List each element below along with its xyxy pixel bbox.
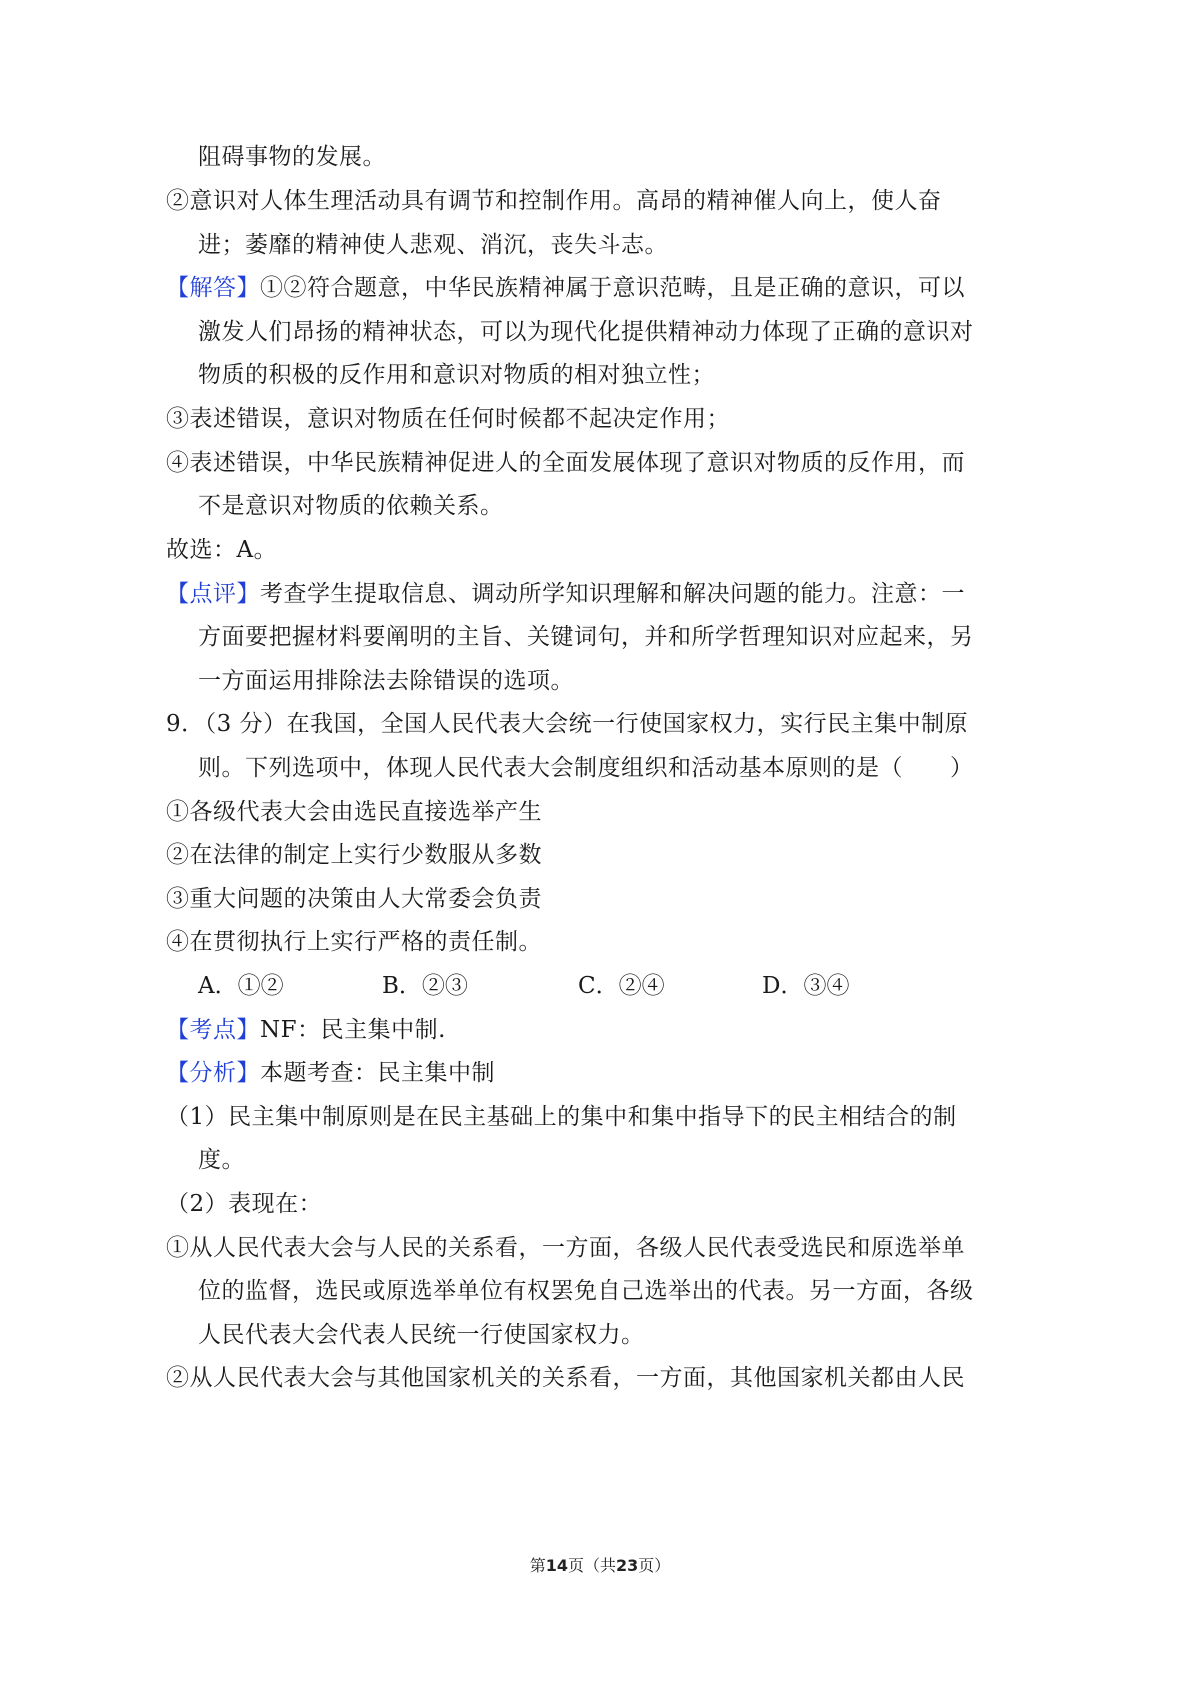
current-page-number: 14 <box>545 1556 568 1575</box>
analysis-heading-line: 【分析】本题考查：民主集中制 <box>166 1060 495 1086</box>
comment-heading-line: 【点评】考查学生提取信息、调动所学知识理解和解决问题的能力。注意：一 <box>166 581 965 607</box>
answer-tag: 【解答】 <box>166 275 260 301</box>
option-d: D．③④ <box>762 973 850 999</box>
analysis-tag: 【分析】 <box>166 1060 260 1086</box>
statement-line: ④在贯彻执行上实行严格的责任制。 <box>166 929 542 955</box>
text-line: ②意识对人体生理活动具有调节和控制作用。高昂的精神催人向上，使人奋 <box>166 188 942 214</box>
text-line: ②从人民代表大会与其他国家机关的关系看，一方面，其他国家机关都由人民 <box>166 1365 965 1391</box>
text-line: 人民代表大会代表人民统一行使国家权力。 <box>198 1322 645 1348</box>
statement-line: ①各级代表大会由选民直接选举产生 <box>166 799 542 825</box>
answer-heading-line: 【解答】①②符合题意，中华民族精神属于意识范畴，且是正确的意识，可以 <box>166 275 965 301</box>
text-line: （2）表现在： <box>166 1191 323 1217</box>
text-line: 激发人们昂扬的精神状态，可以为现代化提供精神动力体现了正确的意识对 <box>198 319 974 345</box>
text-line: ④表述错误，中华民族精神促进人的全面发展体现了意识对物质的反作用，而 <box>166 450 965 476</box>
option-c: C．②④ <box>578 973 665 999</box>
text-line: 进；萎靡的精神使人悲观、消沉，丧失斗志。 <box>198 232 668 258</box>
page-footer: 第14页（共23页） <box>529 1556 671 1575</box>
keypoint-tag: 【考点】 <box>166 1017 260 1043</box>
text-line: 度。 <box>198 1147 245 1173</box>
text-line: 不是意识对物质的依赖关系。 <box>198 493 504 519</box>
comment-tag: 【点评】 <box>166 581 260 607</box>
text-line: 阻碍事物的发展。 <box>198 144 386 170</box>
text-line: 方面要把握材料要阐明的主旨、关键词句，并和所学哲理知识对应起来，另 <box>198 624 974 650</box>
question-line: 9．（3 分）在我国，全国人民代表大会统一行使国家权力，实行民主集中制原 <box>166 711 969 737</box>
option-b: B．②③ <box>382 973 468 999</box>
option-a: A．①② <box>198 973 284 999</box>
text-line: ①从人民代表大会与人民的关系看，一方面，各级人民代表受选民和原选举单 <box>166 1235 965 1261</box>
text-line: 位的监督，选民或原选举单位有权罢免自己选举出的代表。另一方面，各级 <box>198 1278 974 1304</box>
text-line: 物质的积极的反作用和意识对物质的相对独立性； <box>198 362 715 388</box>
total-page-number: 23 <box>616 1556 639 1575</box>
text-line: （1）民主集中制原则是在民主基础上的集中和集中指导下的民主相结合的制 <box>166 1104 957 1130</box>
text-line: 一方面运用排除法去除错误的选项。 <box>198 668 574 694</box>
keypoint-heading-line: 【考点】NF：民主集中制. <box>166 1017 446 1043</box>
text-line: ③表述错误，意识对物质在任何时候都不起决定作用； <box>166 406 730 432</box>
statement-line: ③重大问题的决策由人大常委会负责 <box>166 886 542 912</box>
text-line: 故选：A。 <box>166 537 278 563</box>
question-line: 则。下列选项中，体现人民代表大会制度组织和活动基本原则的是（ ） <box>198 755 974 781</box>
statement-line: ②在法律的制定上实行少数服从多数 <box>166 842 542 868</box>
